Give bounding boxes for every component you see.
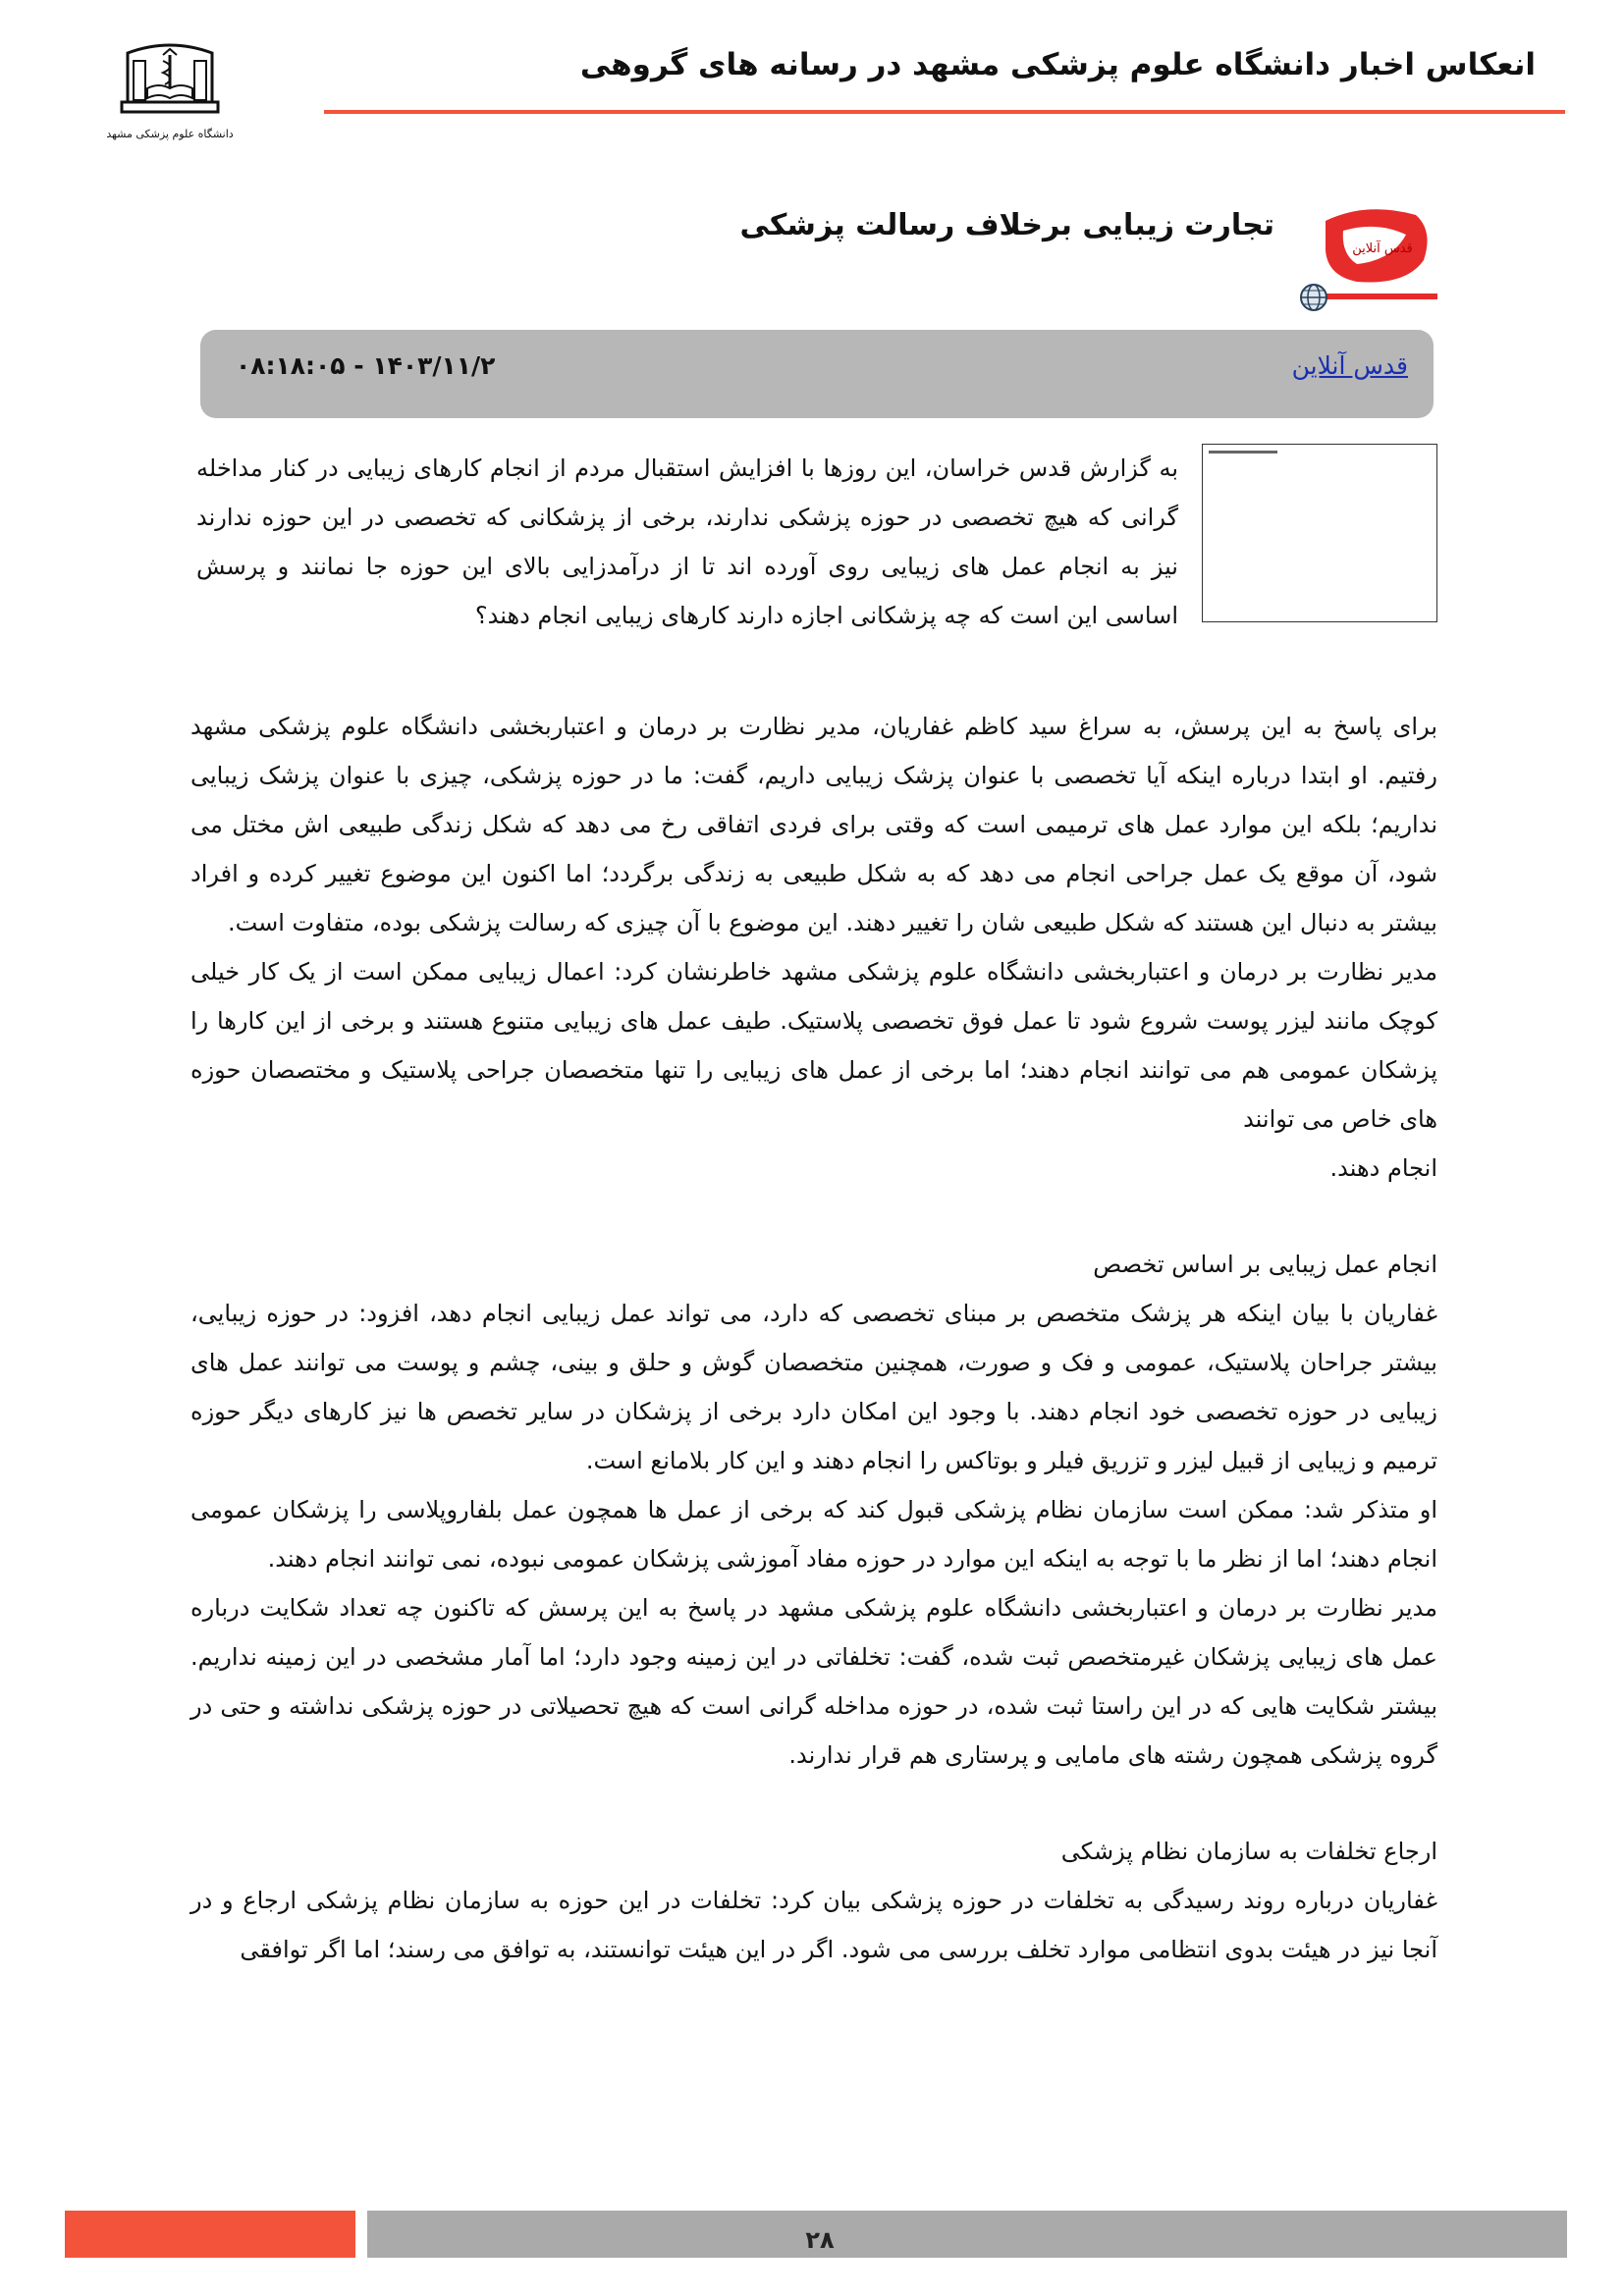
article-title: تجارت زیبایی برخلاف رسالت پزشکی	[739, 208, 1274, 242]
publish-datetime: ۱۴۰۳/۱۱/۲ - ۰۸:۱۸:۰۵	[236, 351, 496, 380]
paragraph: مدیر نظارت بر درمان و اعتباربخشی دانشگاه علوم پزشکی مشهد در پاسخ به این پرسش که تاکنون چه تعداد شکایت درباره عمل های زیبایی پزشکان غیرمتخصص ثبت شده، گفت: تخلفاتی در این زمینه وجود دارد؛ اما آمار مشخصی در این زمینه نداریم. بیشتر شکایت هایی که در این راستا ثبت شده، در حوزه مداخله گرانی است که هیچ تحصیلاتی در حوزه پزشکی نداشته و حتی در گروه پزشکی همچون رشته های مامایی و پرستاری هم قرار ندارند.	[190, 1594, 1437, 1769]
university-emblem-icon	[106, 39, 234, 167]
article-body	[190, 702, 1437, 1974]
footer-bar	[367, 2211, 1567, 2258]
logo-caption: دانشگاه علوم پزشکی مشهد	[106, 128, 234, 140]
news-logo-text: قدس آنلاین	[1352, 241, 1413, 256]
article-thumbnail	[1202, 444, 1437, 622]
header-divider	[324, 110, 1565, 114]
page-number: ۲۸	[805, 2226, 835, 2254]
source-info-bar	[200, 330, 1434, 418]
paragraph-gap	[190, 1193, 1437, 1240]
article-lead: به گزارش قدس خراسان، این روزها با افزایش استقبال مردم از انجام کارهای زیبایی در کنار مداخله گرانی که هیچ تخصصی در حوزه پزشکی ندارند، برخی از پزشکانی که تخصصی در این حوزه ندارند نیز به انجام عمل های زیبایی روی آورده اند تا از درآمدزایی بالای این حوزه جا نمانند و پرسش اساسی این است که چه پزشکانی اجازه دارند کارهای زیبایی انجام دهند؟	[196, 454, 1178, 629]
source-link[interactable]: قدس آنلاین	[1291, 351, 1408, 380]
paragraph: غفاریان درباره روند رسیدگی به تخلفات در حوزه پزشکی بیان کرد: تخلفات در این حوزه به سازمان نظام پزشکی ارجاع و در آنجا نیز در هیئت بدوی انتظامی موارد تخلف بررسی می شود. اگر در این هیئت توانستند، به توافق می رسند؛ اما اگر توافقی	[190, 1887, 1437, 1963]
thumbnail-placeholder-mark	[1209, 451, 1277, 454]
paragraph: او متذکر شد: ممکن است سازمان نظام پزشکی قبول کند که برخی از عمل ها همچون عمل بلفاروپلاسی را پزشکان عمومی انجام دهند؛ اما از نظر ما با توجه به اینکه این موارد در حوزه مفاد آموزشی پزشکان عمومی نبوده، نمی توانند انجام دهند.	[190, 1496, 1437, 1573]
paragraph: انجام دهند.	[1329, 1154, 1437, 1182]
paragraph: برای پاسخ به این پرسش، به سراغ سید کاظم غفاریان، مدیر نظارت بر درمان و اعتباربخشی دانشگاه علوم پزشکی مشهد رفتیم. او ابتدا درباره اینکه آیا تخصصی با عنوان پزشک زیبایی داریم، گفت: ما در حوزه پزشکی، چیزی با عنوان پزشک زیبایی نداریم؛ بلکه این موارد عمل های ترمیمی است که وقتی برای فردی اتفاقی رخ می دهد که شکل زندگی طبیعی اش مختل می شود، آن موقع یک عمل جراحی انجام می دهد که به شکل طبیعی به زندگی برگردد؛ اما اکنون این موضوع تغییر کرده و افراد بیشتر به دنبال این هستند که شکل طبیعی شان را تغییر دهند. این موضوع با آن چیزی که رسالت پزشکی بوده، متفاوت است.	[190, 713, 1437, 936]
section-heading: انجام عمل زیبایی بر اساس تخصص	[1093, 1251, 1437, 1278]
paragraph: غفاریان با بیان اینکه هر پزشک متخصص بر مبنای تخصصی که دارد، می تواند عمل زیبایی انجام دهد، افزود: در حوزه زیبایی، بیشتر جراحان پلاستیک، عمومی و فک و صورت، همچنین متخصصان گوش و حلق و بینی، چشم و پوست می توانند عمل های زیبایی در حوزه تخصصی خود انجام دهند. با وجود این امکان دارد برخی از پزشکان در سایر تخصص ها نیز کارهای دیگر حوزه ترمیم و زیبایی از قبیل لیزر و تزریق فیلر و بوتاکس را انجام دهند و این کار بلامانع است.	[190, 1300, 1437, 1474]
paragraph: مدیر نظارت بر درمان و اعتباربخشی دانشگاه علوم پزشکی مشهد خاطرنشان کرد: اعمال زیبایی ممکن است از یک کار خیلی کوچک مانند لیزر پوست شروع شود تا عمل فوق تخصصی پلاستیک. طیف عمل های زیبایی متنوع هستند و برخی از این کارها را پزشکان عمومی هم می توانند انجام دهند؛ اما برخی از عمل های زیبایی را تنها متخصصان جراحی پلاستیک و مختصصان حوزه های خاص می توانند	[190, 958, 1437, 1133]
page-header-title: انعکاس اخبار دانشگاه علوم پزشکی مشهد در رسانه های گروهی	[579, 47, 1536, 82]
globe-icon	[1301, 285, 1326, 310]
news-agency-logo	[1298, 191, 1439, 315]
section-heading: ارجاع تخلفات به سازمان نظام پزشکی	[1060, 1838, 1437, 1865]
footer-accent-bar	[65, 2211, 355, 2258]
paragraph-gap	[190, 1780, 1437, 1827]
